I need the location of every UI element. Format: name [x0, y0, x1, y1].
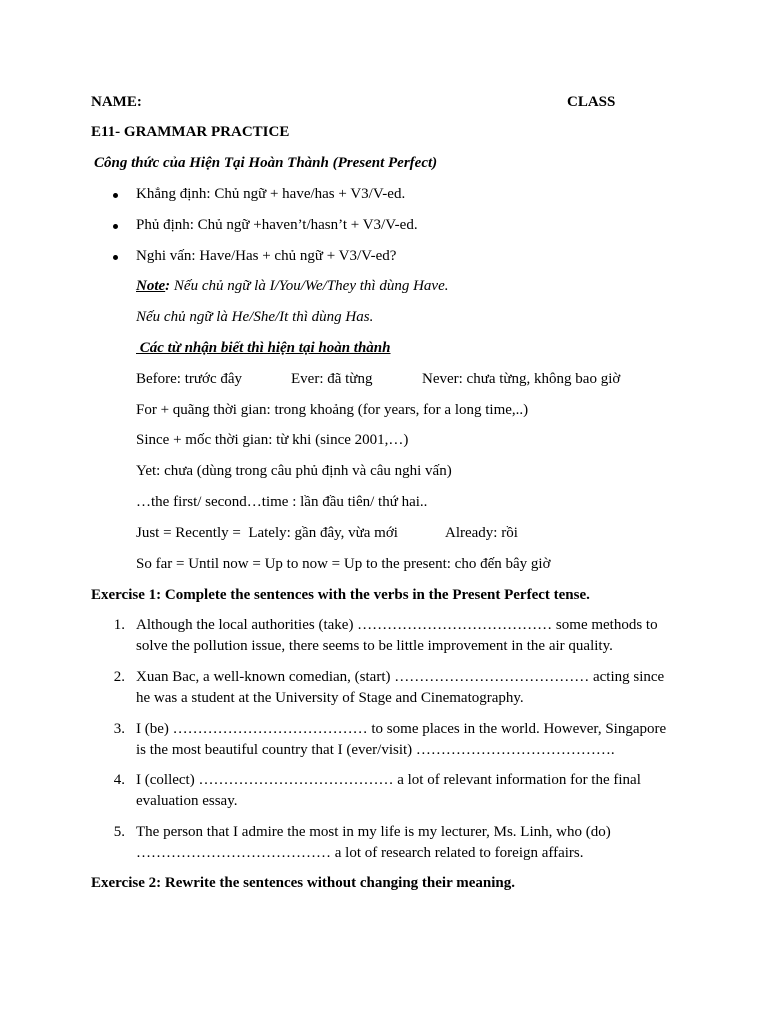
exercise1-item-1-line1: Although the local authorities (take) ………………………………… some methods to: [136, 617, 658, 633]
exercise2-heading: Exercise 2: Rewrite the sentences without changing their meaning.: [91, 875, 515, 891]
signal-yet: Yet: chưa (dùng trong câu phủ định và câu nghi vấn): [136, 463, 452, 479]
signal-for: For + quãng thời gian: trong khoảng (for years, for a long time,..): [136, 402, 529, 418]
note-colon: :: [165, 278, 171, 294]
exercise1-item-number: 5.: [113, 824, 125, 840]
exercise1-item-4-line1: I (collect) ………………………………… a lot of relevant information for the final: [136, 772, 641, 788]
class-label: CLASS: [567, 94, 616, 110]
exercise1-item-number: 3.: [113, 721, 125, 737]
page-title: E11- GRAMMAR PRACTICE: [91, 124, 290, 140]
note-text-1: Nếu chủ ngữ là I/You/We/They thì dùng Have.: [170, 278, 449, 294]
exercise1-item-number: 1.: [113, 617, 125, 633]
exercise1-heading: Exercise 1: Complete the sentences with the verbs in the Present Perfect tense.: [91, 587, 590, 603]
signal-so-far: So far = Until now = Up to now = Up to the present: cho đến bây giờ: [136, 556, 551, 572]
bullet-negative: Phủ định: Chủ ngữ +haven’t/hasn’t + V3/V-ed.: [136, 217, 418, 233]
name-label: NAME:: [91, 94, 142, 110]
bullet-dot: [113, 224, 118, 229]
note-label: Note: [136, 278, 166, 294]
signal-first: …the first/ second…time : lần đầu tiên/ thứ hai..: [136, 494, 428, 510]
exercise1-item-4-line2: evaluation essay.: [136, 793, 238, 809]
exercise1-item-1-line2: solve the pollution issue, there seems to be little improvement in the air quality.: [136, 638, 613, 654]
bullet-dot: [113, 193, 118, 198]
bullet-interrogative: Nghi vấn: Have/Has + chủ ngữ + V3/V-ed?: [136, 248, 397, 264]
formula-heading: Công thức của Hiện Tại Hoàn Thành (Present Perfect): [94, 155, 438, 171]
exercise1-item-5-line1: The person that I admire the most in my life is my lecturer, Ms. Linh, who (do): [136, 824, 611, 840]
note-line-2: Nếu chủ ngữ là He/She/It thì dùng Has.: [136, 309, 374, 325]
signal-already: Already: rồi: [445, 525, 518, 541]
exercise1-item-2-line1: Xuan Bac, a well-known comedian, (start) ………………………………… acting since: [136, 669, 665, 685]
exercise1-item-3-line1: I (be) ………………………………… to some places in the world. However, Singapore: [136, 721, 667, 737]
signal-never: Never: chưa từng, không bao giờ: [422, 371, 621, 387]
exercise1-item-3-line2: is the most beautiful country that I (ever/visit) ………………………………….: [136, 742, 615, 758]
bullet-dot: [113, 255, 118, 260]
signal-since: Since + mốc thời gian: từ khi (since 2001,…): [136, 432, 409, 448]
exercise1-item-5-line2: ………………………………… a lot of research related to foreign affairs.: [136, 845, 584, 861]
exercise1-item-number: 2.: [113, 669, 125, 685]
bullet-affirmative: Khẳng định: Chủ ngữ + have/has + V3/V-ed.: [136, 186, 406, 202]
signal-just: Just = Recently = Lately: gần đây, vừa mới: [136, 525, 398, 541]
signal-before: Before: trước đây: [136, 371, 243, 387]
exercise1-item-number: 4.: [113, 772, 125, 788]
signal-ever: Ever: đã từng: [291, 371, 373, 387]
exercise1-item-2-line2: he was a student at the University of Stage and Cinematography.: [136, 690, 524, 706]
note-line-1: [136, 276, 448, 296]
signals-heading: Các từ nhận biết thì hiện tại hoàn thành: [136, 340, 391, 356]
